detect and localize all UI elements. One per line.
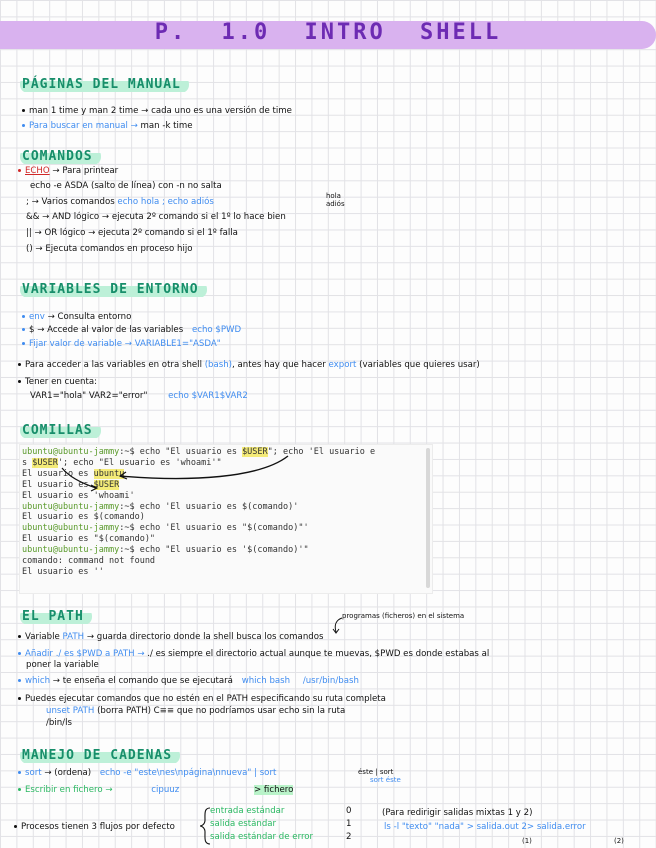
bullet (18, 635, 21, 638)
export-desc-b: , antes hay que hacer (232, 360, 326, 370)
comandos-line-or: || → OR lógico → ejecuta 2º comando si el 1º falla (26, 228, 238, 238)
cadenas-line-file (18, 785, 293, 796)
flow-stderr: salida estándar de error (210, 832, 314, 842)
var-example-assign: VAR1="hola" VAR2="error" (30, 391, 148, 401)
terminal-prompt-path: :~$ (119, 545, 135, 556)
set-var-example: VARIABLE1="ASDA" (134, 339, 221, 349)
sort-note-b: sort éste (370, 776, 401, 784)
page-title: P. 1.0 INTRO SHELL (154, 20, 502, 45)
export-desc-c: (variables que quieres usar) (359, 360, 480, 370)
bullet (18, 788, 21, 791)
cadenas-line-sort (18, 768, 276, 779)
manual-search-label: Para buscar en manual → (29, 121, 138, 131)
path-note-arrow (328, 616, 348, 636)
dollar-desc: $ → Accede al valor de las variables (29, 325, 184, 335)
comandos-line-subshell: () → Ejecuta comandos en proceso hijo (26, 244, 193, 254)
redirect-mark-2: (2) (614, 837, 624, 845)
write-file-label: Escribir en fichero → (25, 785, 113, 795)
terminal-prompt-path: :~$ (119, 501, 135, 512)
export-bash: (bash) (204, 360, 233, 370)
comandos-line-2: echo -e ASDA (salto de línea) con -n no salta (30, 181, 222, 191)
arrowhead-user-literal (91, 485, 97, 491)
bullet (18, 652, 21, 655)
redirect-mark-1: (1) (522, 837, 532, 845)
manual-search-cmd: man -k time (140, 121, 193, 131)
flow-num-0: 0 (346, 806, 352, 816)
terminal-text: El usuario es 'whoami' (22, 490, 135, 501)
arrow-user-to-ubuntu (120, 456, 288, 479)
redirect-example: ls -l "texto" "nada" > salida.out 2> salida.error (384, 822, 586, 832)
flow-stdin: entrada estándar (210, 806, 285, 816)
path-var-name: PATH (62, 632, 85, 642)
path-line-2 (18, 649, 489, 660)
terminal-text: El usuario es "$(comando)" (22, 534, 156, 545)
echo-desc: → Para printear (52, 166, 119, 176)
path-line-4 (18, 694, 386, 705)
terminal-text: El usuario es $(comando) (22, 512, 145, 523)
terminal-prompt: ubuntu@ubuntu-jammy (22, 545, 120, 556)
export-cmd: export (328, 360, 357, 370)
terminal-prompt: ubuntu@ubuntu-jammy (22, 447, 120, 457)
terminal-prompt-path: :~$ (119, 523, 135, 534)
cadenas-line-flows (14, 822, 175, 833)
section-path-heading: EL PATH (20, 608, 92, 625)
env-cmd: env (29, 312, 45, 322)
path-line-6: /bin/ls (46, 718, 72, 728)
semicolon-example: echo hola ; echo adiós (117, 197, 214, 207)
semicolon-desc: ; → Varios comandos (26, 197, 115, 207)
flow-num-1: 1 (346, 819, 352, 829)
which-example: which bash (241, 676, 291, 686)
write-file-redirect: > fichero (254, 785, 294, 795)
flows-label: Procesos tienen 3 flujos por defecto (21, 822, 175, 832)
bullet (18, 771, 21, 774)
terminal-prompt-path: :~$ (119, 447, 135, 457)
echo-label: ECHO (25, 166, 50, 176)
section-comandos-heading: COMANDOS (20, 148, 101, 165)
sort-example: echo -e "este\nes\npágina\nnueva" (99, 768, 252, 778)
unset-path-cmd: unset PATH (46, 706, 95, 716)
path-programs-note: programas (ficheros) en el sistema (342, 612, 465, 620)
path-line-2b: poner la variable (26, 660, 99, 670)
section-manual-heading: PÁGINAS DEL MANUAL (20, 76, 189, 93)
path-line-which (18, 676, 359, 687)
bullet (14, 825, 17, 828)
arrowhead-ubuntu (120, 472, 127, 479)
path-var-label: Variable (25, 632, 60, 642)
sort-pipe: | sort (254, 768, 277, 778)
terminal-text: El usuario es (22, 468, 94, 479)
var-example-echo: echo $VAR1$VAR2 (168, 391, 248, 401)
path-add-label: Añadir ./ es $PWD a PATH → (25, 649, 145, 659)
section-cadenas-heading: MANEJO DE CADENAS (20, 747, 180, 764)
terminal-text: El usuario es (22, 479, 94, 490)
terminal-prompt: ubuntu@ubuntu-jammy (22, 501, 120, 512)
section-comillas-heading: COMILLAS (20, 422, 101, 439)
terminal-text: echo 'El usuario es "$(comando)"' (134, 523, 309, 534)
terminal-highlight: $USER (32, 457, 58, 468)
arrow-user-literal (62, 468, 96, 488)
terminal-text: comando: command not found (22, 556, 156, 567)
unset-path-desc: (borra PATH) C≡≡ que no podríamos usar echo sin la ruta (97, 706, 346, 716)
terminal-text: s (22, 457, 33, 468)
terminal-highlight: $USER (242, 447, 268, 457)
terminal-text: '; echo "El usuario es 'whoami'" (57, 457, 222, 468)
semicolon-output-note: hola adiós (326, 192, 345, 208)
bullet (18, 697, 21, 700)
manual-cmd-2: man 2 time (89, 106, 139, 116)
sort-desc: → (ordena) (44, 768, 92, 778)
manual-desc: → cada uno es una versión de time (141, 106, 292, 116)
section-variables-heading: VARIABLES DE ENTORNO (20, 281, 207, 298)
dollar-example: echo $PWD (191, 325, 242, 335)
comandos-line-and: && → AND lógico → ejecuta 2º comando si el 1º lo hace bien (26, 212, 286, 222)
flow-stdout: salida estándar (210, 819, 277, 829)
terminal-text: El usuario es '' (22, 566, 104, 577)
terminal-text: echo 'El usuario es $(comando)' (134, 501, 299, 512)
which-cmd: which (25, 676, 51, 686)
redirect-note: (Para redirigir salidas mixtas 1 y 2) (382, 808, 533, 818)
path-line-5 (46, 706, 345, 717)
terminal-highlight: $USER (93, 479, 120, 490)
path-line-1 (18, 632, 323, 643)
set-var-desc: Fijar valor de variable → (29, 339, 132, 349)
note-label: Tener en cuenta: (25, 377, 97, 387)
flow-num-2: 2 (346, 832, 352, 842)
path-add-desc: ./ es siempre el directorio actual aunque te muevas, $PWD es donde estabas al (147, 649, 490, 659)
manual-cmd-1: man 1 time (29, 106, 79, 116)
terminal-text: echo "El usuario es '$(comando)'" (134, 545, 309, 556)
write-file-cmd: cipuuz (151, 785, 180, 795)
sort-cmd: sort (25, 768, 42, 778)
path-var-desc: → guarda directorio donde la shell busca los comandos (86, 632, 324, 642)
terminal-highlight: ubuntu (93, 468, 125, 479)
which-desc: → te enseña el comando que se ejecutará (52, 676, 233, 686)
terminal-text: echo "El usuario es (134, 447, 243, 457)
bullet (18, 679, 21, 682)
manual-y: y (81, 106, 87, 116)
which-output: /usr/bin/bash (302, 676, 359, 686)
terminal-text: "; echo 'El usuario e (267, 447, 376, 457)
path-full-route-desc: Puedes ejecutar comandos que no estén en el PATH especificando su ruta completa (25, 694, 386, 704)
env-desc: → Consulta entorno (47, 312, 132, 322)
sort-note-a: éste | sort (358, 768, 394, 776)
export-desc-a: Para acceder a las variables en otra shell (25, 360, 202, 370)
terminal-prompt: ubuntu@ubuntu-jammy (22, 523, 120, 534)
